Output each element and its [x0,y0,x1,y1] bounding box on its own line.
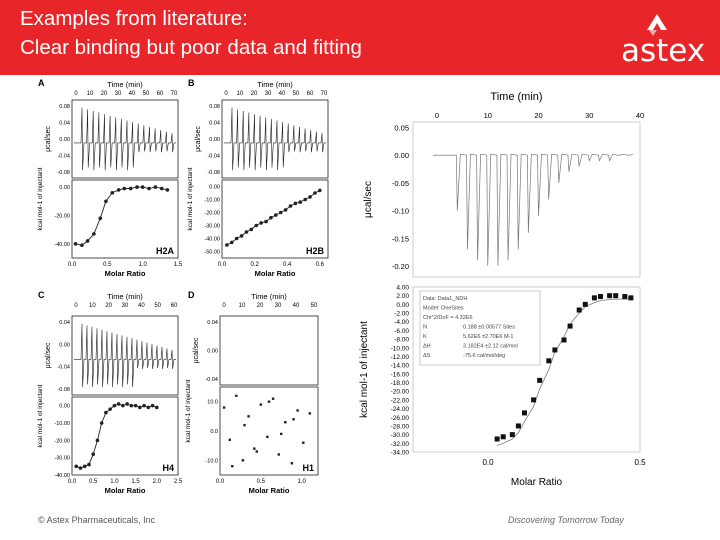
isotherm-y-tick: -40.00 [54,473,70,479]
data-point [125,402,129,406]
data-point [260,403,262,405]
thermogram-y-label: μcal/sec [193,337,200,364]
data-point [235,237,239,241]
data-point [113,404,117,408]
data-point [74,242,78,246]
molar-ratio-tick: 0.5 [634,458,646,467]
time-tick-label: 60 [156,91,164,97]
isotherm-y-tick: -10.00 [204,197,220,204]
data-point [147,187,151,191]
data-point [254,224,258,228]
data-point [231,465,233,467]
fit-curve [76,404,157,468]
molar-ratio-tick: 1.5 [173,262,183,268]
thermogram-y-tick: -0.04 [57,364,70,371]
isotherm-y-label: kcal mol-1 of injectant [37,167,44,231]
data-point [583,302,588,307]
molar-ratio-label: Molar Ratio [510,477,563,488]
isotherm-y-tick: -18.00 [390,380,409,388]
astex-logo [603,6,715,70]
isotherm-y-label: kcal mol-1 of injectant [185,379,192,443]
data-point [253,447,255,449]
data-point [134,404,138,408]
thermogram-trace [433,154,633,266]
thermogram-y-label: μcal/sec [45,342,52,369]
time-axis-label: Time (min) [107,292,143,301]
time-tick-label: 40 [278,91,286,97]
time-tick-label: 60 [306,91,314,97]
thermogram-y-tick: -0.04 [57,153,70,160]
data-point [74,465,78,469]
isotherm-y-tick: -34.00 [390,449,409,457]
data-point [279,211,283,215]
data-point [284,421,286,423]
isotherm-y-label: kcal mol-1 of injectant [37,384,44,448]
thermogram-y-label: μcal/sec [45,126,52,152]
thermogram-y-tick: 0.00 [59,342,70,349]
molar-ratio-tick: 0.0 [67,479,77,485]
data-point [142,404,146,408]
isotherm-y-tick: 0.00 [209,184,220,191]
isotherm-y-tick: -50.00 [204,249,220,256]
slide-title-line-2: Clear binding but poor data and fitting [20,36,362,59]
molar-ratio-tick: 0.2 [250,262,259,268]
time-tick-label: 10 [238,303,246,309]
data-point [86,239,90,243]
data-point [313,191,317,195]
time-tick-label: 30 [114,91,122,97]
fit-parameter-key: ΔH [423,343,431,350]
isotherm-y-tick: -24.00 [390,406,409,414]
time-tick-label: 30 [121,303,129,309]
data-point [284,208,288,212]
data-point [568,324,573,329]
fit-parameter-key: K [423,334,427,340]
data-point [121,404,125,408]
molar-ratio-label: Molar Ratio [254,269,296,278]
time-tick-label: 20 [256,303,264,309]
panel-e [345,82,720,492]
time-axis-label: Time (min) [251,292,287,301]
isotherm-y-tick: -26.00 [390,414,409,422]
data-point [117,188,121,192]
molar-ratio-tick: 2.0 [152,479,161,485]
data-point [223,406,225,408]
thermogram-y-tick: 0.04 [209,120,220,127]
footer-copyright: © Astex Pharmaceuticals, Inc [38,515,156,525]
thermogram-y-tick: -0.15 [391,234,409,244]
data-point [104,199,108,203]
time-tick-label: 20 [250,91,258,97]
thermogram-frame [220,316,318,385]
thermogram-y-tick: 0.05 [394,123,409,133]
thermogram-y-tick: -0.08 [57,387,70,393]
time-tick-label: 70 [170,91,178,97]
data-point [318,189,322,193]
fit-parameter-value: 3.182E4 ±2.12 cal/mol [463,343,518,350]
thermogram-y-tick: 0.04 [59,120,70,127]
time-tick-label: 0 [74,91,78,97]
data-point [259,221,263,225]
isotherm-y-tick: -40.00 [204,236,220,243]
molar-ratio-label: Molar Ratio [248,486,290,495]
data-point [166,188,170,192]
thermogram-y-tick: 0.00 [59,137,70,143]
data-point [303,198,307,202]
isotherm-y-tick: -30.00 [54,455,70,462]
thermogram-trace [224,108,326,170]
time-tick-label: 10 [88,303,96,309]
time-tick-label: 20 [105,303,113,309]
isotherm-y-tick: -10.0 [205,458,218,465]
logo-text: astex [621,33,706,69]
data-point [240,234,244,238]
panel-letter: C [38,290,45,300]
data-point [247,415,249,417]
data-point [309,412,311,414]
data-point [291,462,293,464]
data-point [151,404,155,408]
data-point [155,406,159,410]
data-point [87,463,91,467]
fit-curve [76,187,168,245]
data-point [495,436,500,441]
time-tick-label: 70 [320,91,328,97]
molar-ratio-tick: 0.5 [256,479,266,485]
data-point [622,294,627,299]
time-tick-label: 40 [635,111,645,120]
thermogram-y-label: μcal/sec [363,181,374,218]
molar-ratio-tick: 1.5 [131,479,140,485]
time-tick-label: 30 [264,91,272,97]
data-point [510,432,515,437]
data-point [83,465,87,469]
molar-ratio-tick: 2.5 [173,479,183,485]
fit-parameter-key: ΔS [423,353,431,359]
isotherm-y-tick: -30.00 [204,223,220,230]
time-tick-label: 0 [224,91,228,97]
data-point [296,409,298,411]
time-tick-label: 0 [434,111,440,120]
time-tick-label: 10 [236,91,244,97]
data-point [537,378,542,383]
data-point [108,407,112,411]
panel-d [185,290,333,505]
data-point [229,439,231,441]
data-point [613,293,618,298]
data-point [278,453,280,455]
isotherm-y-tick: -22.00 [390,397,409,405]
time-tick-label: 40 [292,303,300,309]
data-point [242,459,244,461]
thermogram-y-tick: 0.08 [209,104,220,110]
isotherm-y-tick: 0.0 [210,429,218,435]
footer-tagline: Discovering Tomorrow Today [508,515,624,525]
molar-ratio-tick: 0.5 [89,479,98,485]
slide-title-line-1: Examples from literature: [20,7,248,30]
isotherm-y-tick: -20.00 [390,388,409,396]
isotherm-y-tick: 4.00 [396,284,409,292]
molar-ratio-tick: 1.0 [138,262,147,268]
data-point [154,185,158,189]
data-point [129,187,133,191]
data-point [598,294,603,299]
time-tick-label: 30 [274,303,282,309]
molar-ratio-tick: 0.0 [482,458,494,467]
thermogram-y-tick: 0.04 [207,320,218,326]
fit-parameter-key: N [423,324,427,331]
time-tick-label: 0 [74,303,78,309]
fit-parameter-value: -75.6 cal/mol/deg [463,353,506,359]
data-point [245,230,249,234]
time-axis-label: Time (min) [257,80,293,89]
data-point [577,308,582,313]
data-point [308,195,312,199]
isotherm-y-tick: 0.00 [59,185,70,192]
data-point [141,185,145,189]
data-point [110,191,114,195]
molar-ratio-tick: 1.0 [110,479,119,485]
thermogram-y-tick: -0.10 [391,206,409,216]
data-point [280,433,282,435]
time-tick-label: 0 [222,303,226,309]
isotherm-y-tick: -6.00 [394,327,409,335]
data-point [607,293,612,298]
data-point [80,243,84,247]
title-banner [0,0,720,75]
data-point [628,295,633,300]
thermogram-y-tick: 0.00 [207,348,218,355]
data-point [562,337,567,342]
thermogram-y-tick: 0.00 [209,137,220,143]
isotherm-y-label: kcal mol-1 of injectant [187,167,194,231]
thermogram-y-tick: -0.20 [391,261,409,271]
data-point [552,347,557,352]
time-tick-label: 30 [585,111,594,120]
data-point [250,228,254,232]
thermogram-y-tick: -0.04 [207,153,220,160]
time-tick-label: 50 [292,91,300,97]
time-tick-label: 10 [86,91,94,97]
data-point [104,411,108,415]
data-point [268,400,270,402]
fit-parameter-value: 0.188 ±0.00577 Sites [463,324,515,331]
thermogram-y-tick: -0.05 [391,178,409,188]
molar-ratio-tick: 0.6 [315,262,325,268]
time-tick-label: 40 [128,91,136,97]
data-point [516,423,521,428]
data-point [235,395,237,397]
molar-ratio-tick: 0.5 [103,262,112,268]
molar-ratio-tick: 0.0 [215,479,225,485]
fit-parameter-key: Model: OneSites [423,305,464,312]
isotherm-y-tick: -10.00 [54,421,70,427]
isotherm-y-tick: -20.00 [54,438,70,445]
panel-letter: B [188,78,195,88]
isotherm-y-tick: -16.00 [390,371,409,379]
data-point [274,213,278,217]
isotherm-y-tick: -12.00 [390,353,409,361]
data-point [100,421,104,425]
data-point [225,243,229,247]
data-point [501,434,506,439]
panel-a [38,78,190,288]
data-point [269,216,273,220]
data-point [79,466,83,470]
data-point [130,404,134,408]
data-point [147,406,151,410]
data-point [138,406,142,410]
time-tick-label: 50 [310,303,318,309]
thermogram-y-tick: -0.08 [207,170,220,176]
thermogram-y-tick: -0.08 [57,170,70,176]
isotherm-y-tick: 0.00 [396,301,409,309]
time-tick-label: 50 [142,91,150,97]
isotherm-y-label: kcal mol-1 of injectant [359,321,370,418]
panel-letter: D [188,290,195,300]
thermogram-frame [413,122,640,277]
data-point [91,452,95,456]
data-point [264,220,268,224]
data-point [243,424,245,426]
construct-label: H2A [155,246,174,256]
isotherm-y-tick: 2.00 [396,293,409,301]
isotherm-y-tick: -20.00 [54,213,70,220]
data-point [92,232,96,236]
data-point [98,216,102,220]
molar-ratio-tick: 0.0 [67,262,77,268]
data-point [135,185,139,189]
isotherm-y-tick: -8.00 [394,336,409,344]
isotherm-y-tick: -32.00 [390,440,409,448]
construct-label: H1 [302,463,314,473]
time-tick-label: 20 [534,111,543,120]
data-point [122,187,126,191]
thermogram-trace [74,108,176,170]
panel-c [38,290,190,505]
molar-ratio-label: Molar Ratio [104,486,146,495]
data-point [256,450,258,452]
thermogram-y-label: μcal/sec [195,126,202,152]
isotherm-y-tick: -30.00 [390,432,409,440]
data-point [272,398,274,400]
isotherm-y-tick: 10.0 [207,399,218,406]
data-point [289,204,293,208]
molar-ratio-tick: 1.0 [297,479,306,485]
construct-label: H4 [162,463,174,473]
molar-ratio-label: Molar Ratio [104,269,146,278]
isotherm-y-tick: -40.00 [54,241,70,248]
panel-letter: A [38,78,45,88]
molar-ratio-tick: 0.4 [283,262,292,268]
isotherm-y-tick: -2.00 [394,310,409,318]
data-point [546,358,551,363]
thermogram-y-tick: 0.04 [59,320,70,326]
data-point [230,241,234,245]
time-tick-label: 40 [137,303,145,309]
isotherm-y-tick: -20.00 [204,210,220,217]
time-tick-label: 10 [483,111,492,120]
isotherm-y-tick: -14.00 [390,362,409,370]
data-point [96,439,100,443]
time-axis-label: Time (min) [107,80,143,89]
isotherm-y-tick: -4.00 [394,319,409,327]
panel-b [188,78,340,288]
data-point [522,410,527,415]
isotherm-y-tick: 0.00 [59,403,70,410]
data-point [160,187,164,191]
time-tick-label: 20 [100,91,108,97]
data-point [302,442,304,444]
fit-parameter-key: Chi^2/DoF = 4.32E6 [423,315,473,321]
time-tick-label: 60 [170,303,178,309]
thermogram-y-tick: 0.08 [59,104,70,110]
thermogram-trace [74,324,176,387]
fit-parameter-value: 5.62E6 ±2.70E6 M-1 [463,334,514,340]
construct-label: H2B [305,246,324,256]
time-axis-label: Time (min) [490,91,543,103]
isotherm-y-tick: -10.00 [390,345,409,353]
data-point [292,418,294,420]
isotherm-frame [220,387,318,475]
fit-parameter-key: Data: Data1_NDH [423,296,468,302]
data-point [294,202,298,206]
data-point [592,295,597,300]
isotherm-y-tick: -28.00 [390,423,409,431]
data-point [298,200,302,204]
data-point [266,436,268,438]
thermogram-y-tick: -0.04 [205,377,218,383]
time-tick-label: 50 [154,303,162,309]
data-point [117,402,121,406]
molar-ratio-tick: 0.0 [217,262,227,268]
data-point [531,397,536,402]
thermogram-y-tick: 0.00 [394,151,409,161]
